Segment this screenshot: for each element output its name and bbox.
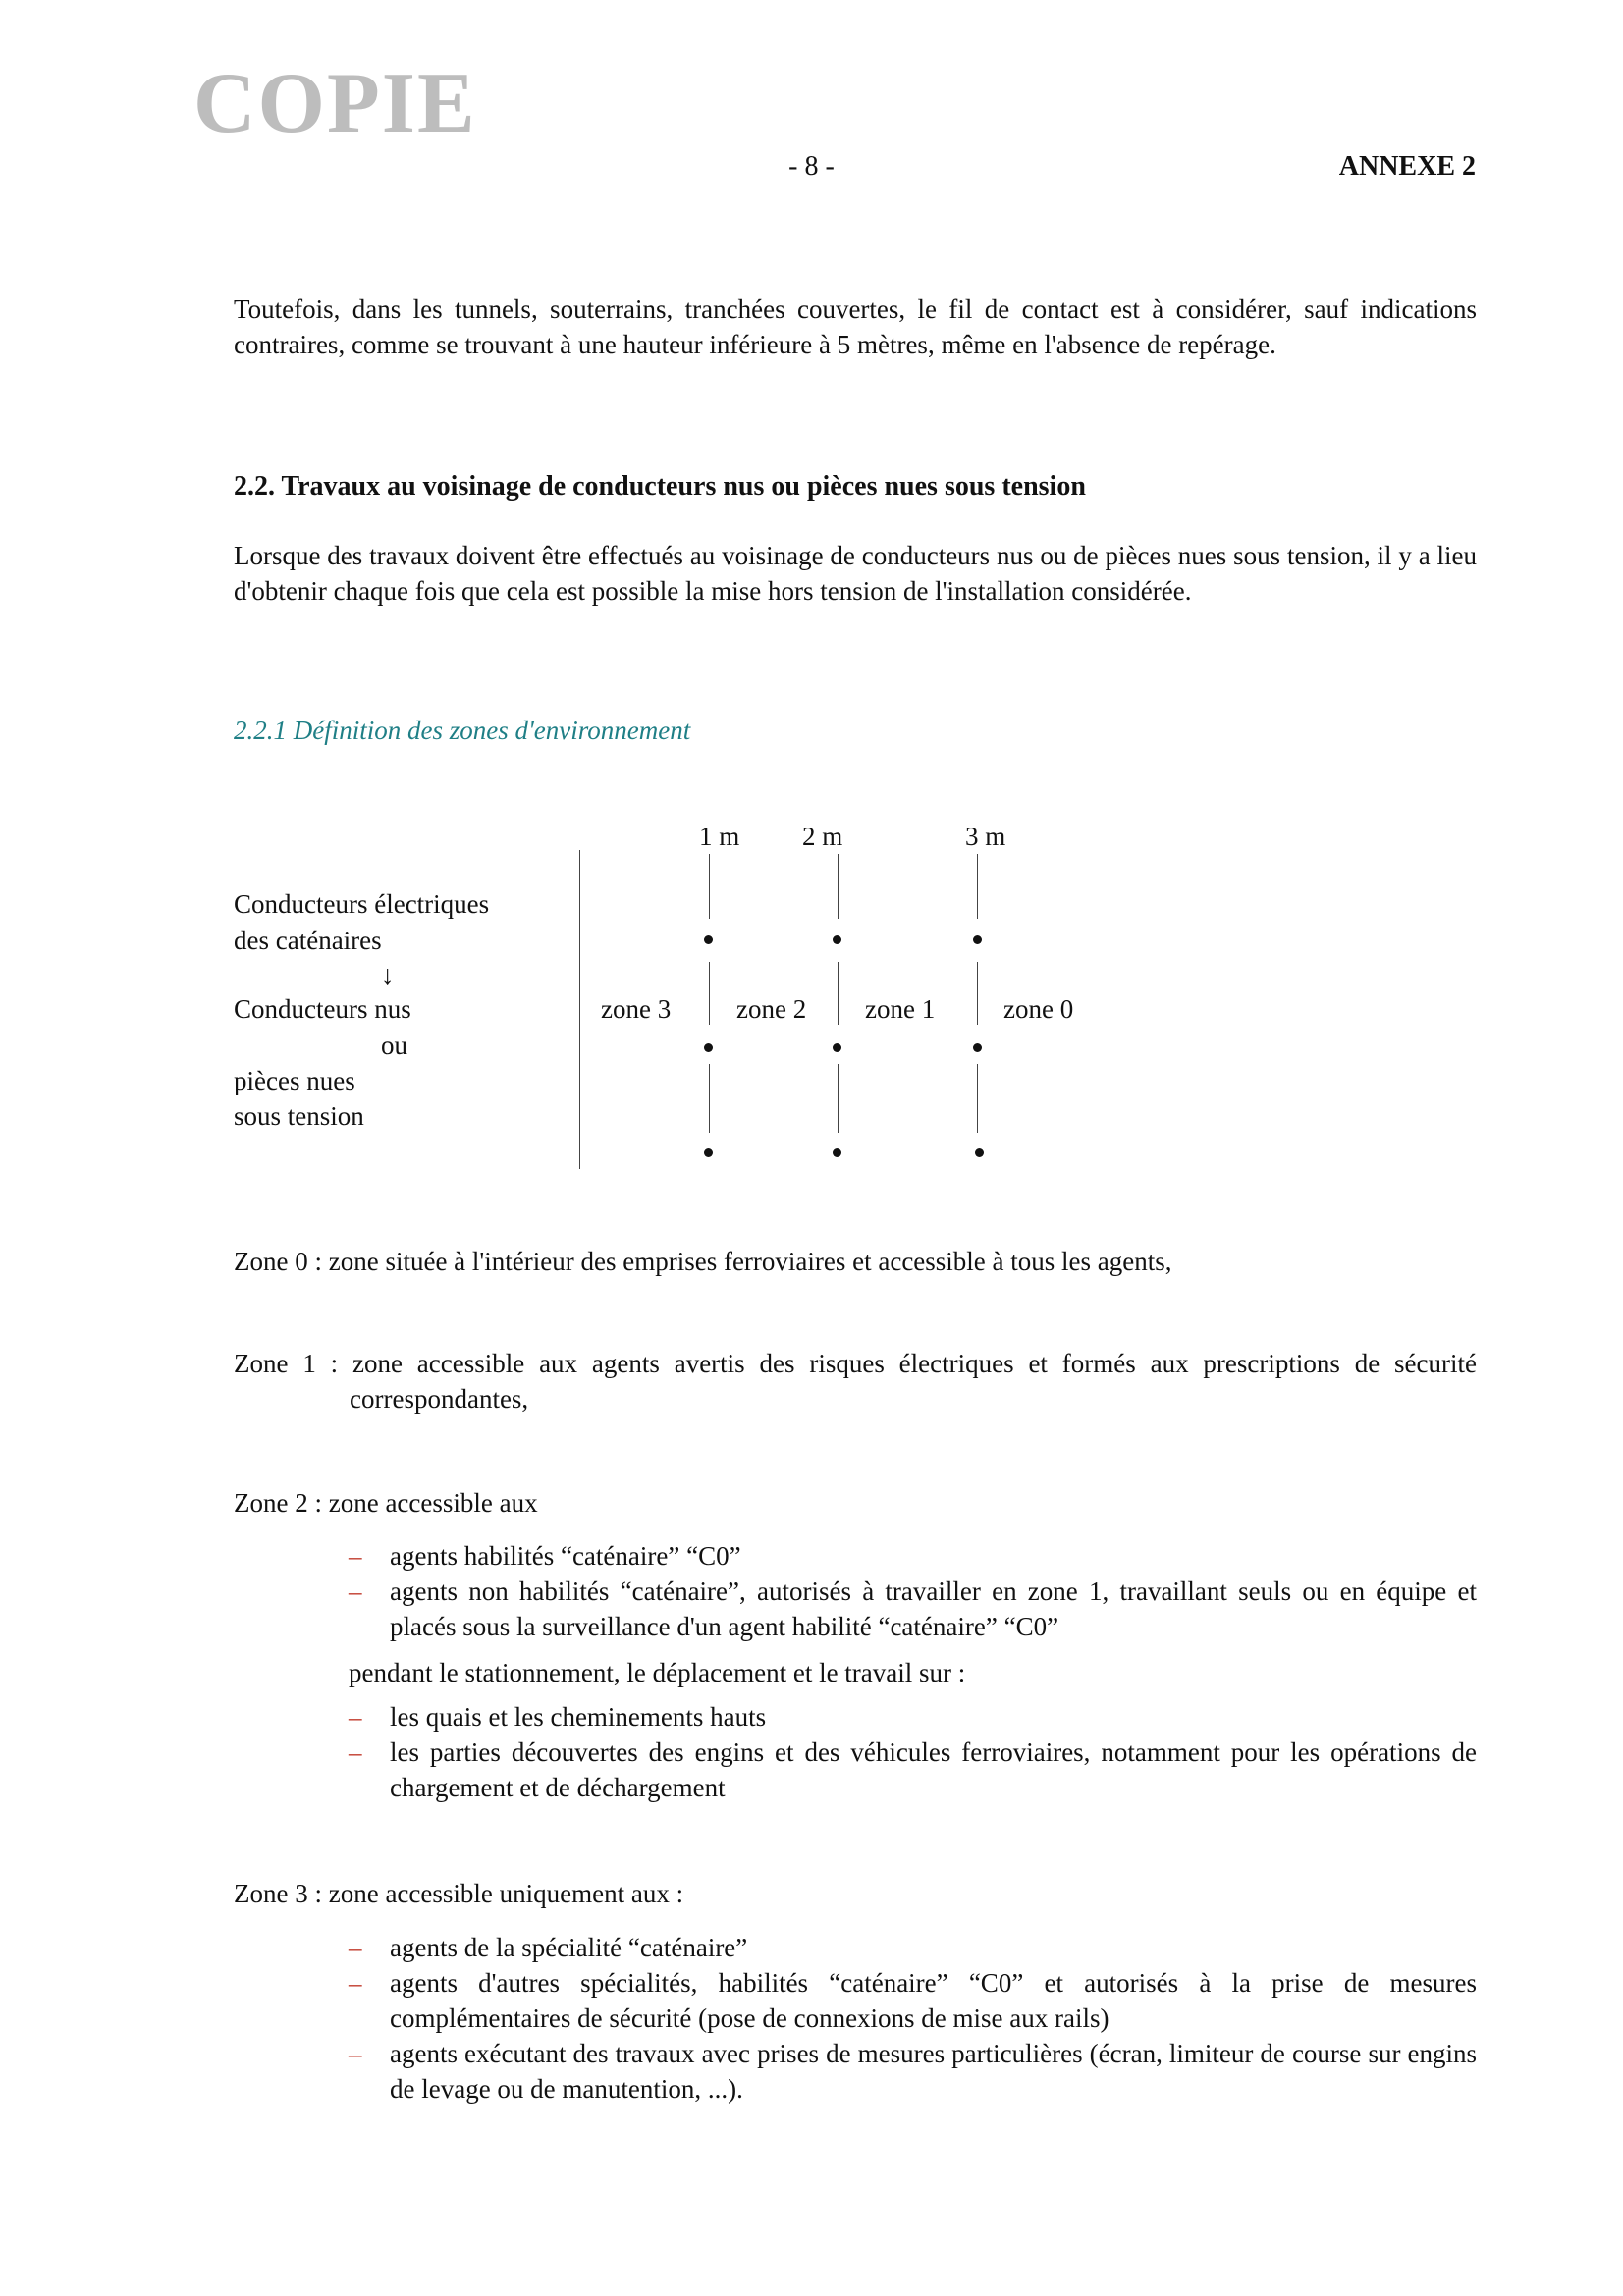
dash-bullet: – [349, 1702, 362, 1732]
distance-label-3m: 3 m [965, 822, 1006, 851]
zone-2-intro: Zone 2 : zone accessible aux [234, 1488, 538, 1518]
dash-bullet: – [349, 2039, 362, 2068]
list-item [349, 1965, 1477, 2036]
distance-label-2m: 2 m [802, 822, 843, 851]
zone-0-definition: Zone 0 : zone située à l'intérieur des emprises ferroviaires et accessible à tous les agents, [234, 1247, 1172, 1276]
dash-bullet: – [349, 1968, 362, 1998]
list-item-text: agents habilités “caténaire” “C0” [390, 1541, 741, 1571]
list-item-text: les parties découvertes des engins et des véhicules ferroviaires, notamment pour les opérations de chargement et de déchargement [390, 1737, 1477, 1802]
label-bare-conductors: Conducteurs nus [234, 994, 411, 1024]
conductor-line [579, 850, 580, 1169]
dash-bullet: – [349, 1576, 362, 1606]
zone-1-text: Zone 1 : zone accessible aux agents avertis des risques électriques et formés aux prescriptions de sécurité correspondantes, [234, 1349, 1477, 1414]
distance-label-1m: 1 m [699, 822, 740, 851]
down-arrow-icon: ↓ [381, 960, 395, 989]
zone-2-list-b [349, 1699, 1477, 1805]
zone-0-label: zone 0 [1003, 994, 1074, 1024]
dash-bullet: – [349, 1933, 362, 1962]
boundary-dot [833, 1148, 841, 1157]
list-item [349, 1735, 1477, 1805]
zone-3-list [349, 1930, 1477, 2107]
boundary-3m-segment [977, 962, 978, 1025]
annex-label: ANNEXE 2 [1338, 151, 1476, 182]
boundary-1m-segment [709, 1064, 710, 1133]
boundary-1m-segment [709, 962, 710, 1025]
boundary-2m-segment [838, 962, 839, 1025]
boundary-dot [973, 935, 982, 944]
boundary-2m-segment [838, 1064, 839, 1133]
copy-stamp: COPIE [193, 56, 477, 151]
list-item-text: agents non habilités “caténaire”, autorisés à travailler en zone 1, travaillant seuls ou en équipe et placés sous la surveillance d'un agent habilité “caténaire” “C0” [390, 1576, 1477, 1641]
list-item [349, 1574, 1477, 1644]
boundary-dot [704, 935, 713, 944]
list-item-text: les quais et les cheminements hauts [390, 1702, 767, 1732]
label-or: ou [381, 1031, 407, 1060]
label-under-voltage: sous tension [234, 1101, 364, 1131]
dash-bullet: – [349, 1737, 362, 1767]
boundary-3m-segment [977, 854, 978, 919]
boundary-dot [704, 1148, 713, 1157]
zone-3-intro: Zone 3 : zone accessible uniquement aux : [234, 1879, 684, 1908]
zone-2-middle-text: pendant le stationnement, le déplacement et le travail sur : [349, 1658, 966, 1687]
page-number: - 8 - [788, 151, 835, 182]
zone-2-label: zone 2 [736, 994, 807, 1024]
list-item [349, 2036, 1477, 2107]
boundary-2m-segment [838, 854, 839, 919]
boundary-dot [975, 1148, 984, 1157]
boundary-1m-segment [709, 854, 710, 919]
boundary-dot [973, 1043, 982, 1052]
list-item-text: agents exécutant des travaux avec prises de mesures particulières (écran, limiteur de course sur engins de levage ou de manutention, ...). [390, 2039, 1477, 2104]
section-paragraph: Lorsque des travaux doivent être effectués au voisinage de conducteurs nus ou de pièces nues sous tension, il y a lieu d'obtenir chaque fois que cela est possible la mise hors tension de l'installation considérée. [234, 541, 1477, 606]
label-bare-parts: pièces nues [234, 1066, 355, 1095]
dash-bullet: – [349, 1541, 362, 1571]
zone-3-label: zone 3 [601, 994, 672, 1024]
zone-1-definition [234, 1346, 1477, 1416]
subsection-title: 2.2.1 Définition des zones d'environnement [234, 716, 691, 745]
list-item-text: agents de la spécialité “caténaire” [390, 1933, 748, 1962]
intro-paragraph: Toutefois, dans les tunnels, souterrains, tranchées couvertes, le fil de contact est à considérer, sauf indications contraires, comme se trouvant à une hauteur inférieure à 5 mètres, même en l'absence de repérage. [234, 294, 1477, 359]
boundary-3m-segment [977, 1064, 978, 1133]
list-item [349, 1930, 1477, 1965]
list-item-text: agents d'autres spécialités, habilités “caténaire” “C0” et autorisés à la prise de mesures complémentaires de sécurité (pose de connexions de mise aux rails) [390, 1968, 1477, 2033]
label-catenaries: des caténaires [234, 926, 382, 955]
boundary-dot [704, 1043, 713, 1052]
boundary-dot [833, 1043, 841, 1052]
zone-2-list-a [349, 1538, 1477, 1644]
section-title: 2.2. Travaux au voisinage de conducteurs nus ou pièces nues sous tension [234, 471, 1086, 502]
zone-1-label: zone 1 [865, 994, 936, 1024]
list-item [349, 1538, 1477, 1574]
list-item [349, 1699, 1477, 1735]
label-conductors-electric: Conducteurs électriques [234, 889, 490, 919]
boundary-dot [833, 935, 841, 944]
